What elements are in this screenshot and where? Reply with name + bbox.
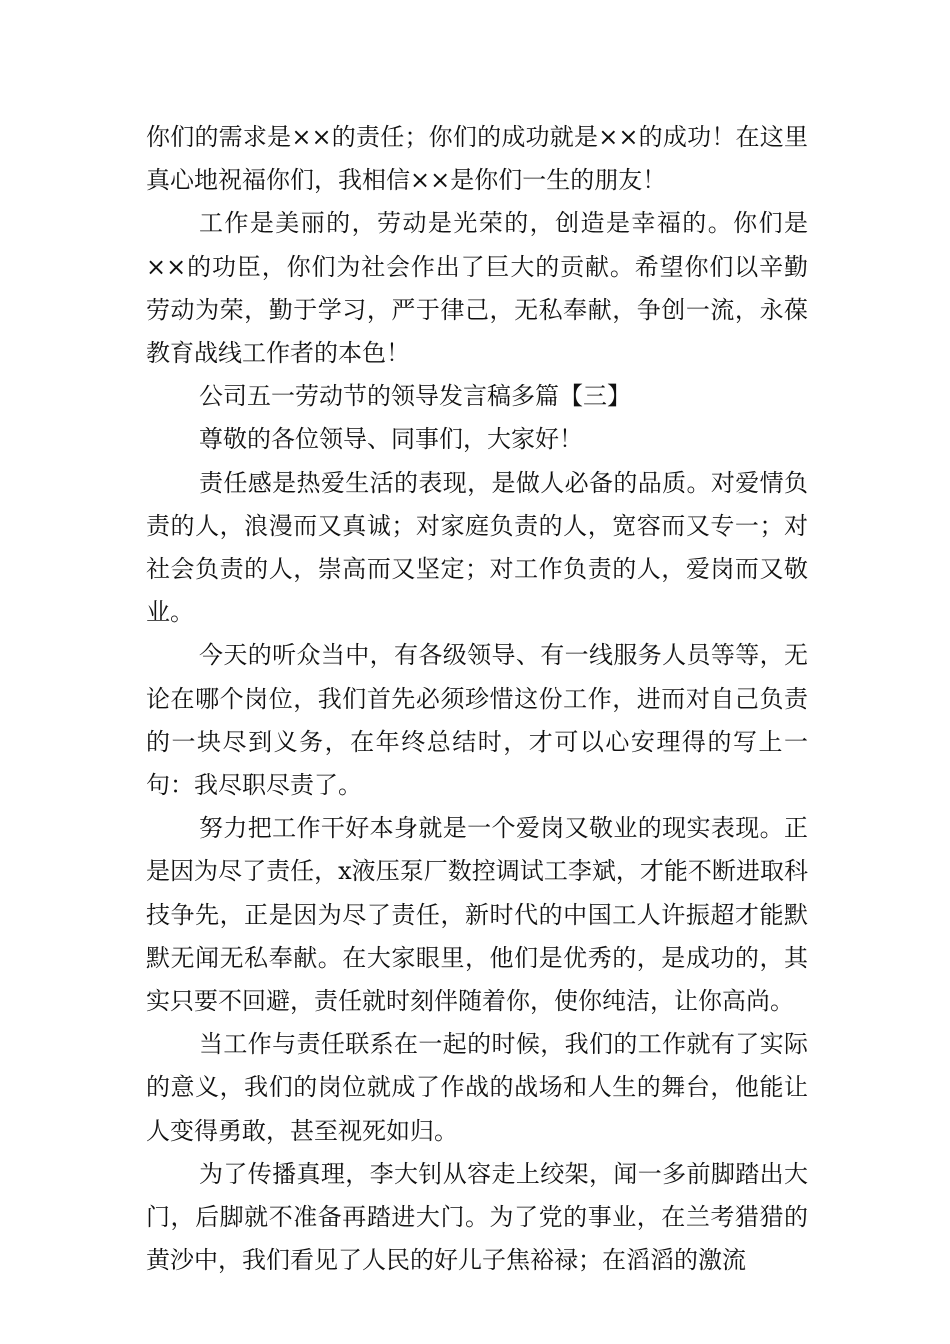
salutation: 尊敬的各位领导、同事们，大家好！ (199, 425, 583, 454)
paragraph: 工作是美丽的，劳动是光荣的，创造是幸福的。你们是××的功臣，你们为社会作出了巨大的贡献。希望你们以辛勤劳动为荣，勤于学习，严于律己，无私奉献，争创一流，永葆教育战线工作者的本色！ (146, 209, 808, 368)
paragraph: 今天的听众当中，有各级领导、有一线服务人员等等，无论在哪个岗位，我们首先必须珍惜这份工作，进而对自己负责的一块尽到义务，在年终总结时，才可以心安理得的写上一句：我尽职尽责了。 (146, 641, 808, 800)
paragraph: 你们的需求是××的责任；你们的成功就是××的成功！在这里真心地祝福你们，我相信××是你们一生的朋友！ (146, 123, 808, 195)
section-heading: 公司五一劳动节的领导发言稿多篇【三】 (199, 382, 631, 411)
paragraph: 责任感是热爱生活的表现，是做人必备的品质。对爱情负责的人，浪漫而又真诚；对家庭负责的人，宽容而又专一；对社会负责的人，崇高而又坚定；对工作负责的人，爱岗而又敬业。 (146, 468, 808, 627)
document-body (146, 116, 808, 1282)
paragraph: 努力把工作干好本身就是一个爱岗又敬业的现实表现。正是因为尽了责任，x液压泵厂数控调试工李斌，才能不断进取科技争先，正是因为尽了责任，新时代的中国工人许振超才能默默无闻无私奉献。在大家眼里，他们是优秀的，是成功的，其实只要不回避，责任就时刻伴随着你，使你纯洁，让你高尚。 (146, 814, 808, 1016)
paragraph: 当工作与责任联系在一起的时候，我们的工作就有了实际的意义，我们的岗位就成了作战的战场和人生的舞台，他能让人变得勇敢，甚至视死如归。 (146, 1030, 808, 1145)
paragraph: 为了传播真理，李大钊从容走上绞架，闻一多前脚踏出大门，后脚就不准备再踏进大门。为了党的事业，在兰考猎猎的黄沙中，我们看见了人民的好儿子焦裕禄；在滔滔的激流 (146, 1159, 808, 1275)
